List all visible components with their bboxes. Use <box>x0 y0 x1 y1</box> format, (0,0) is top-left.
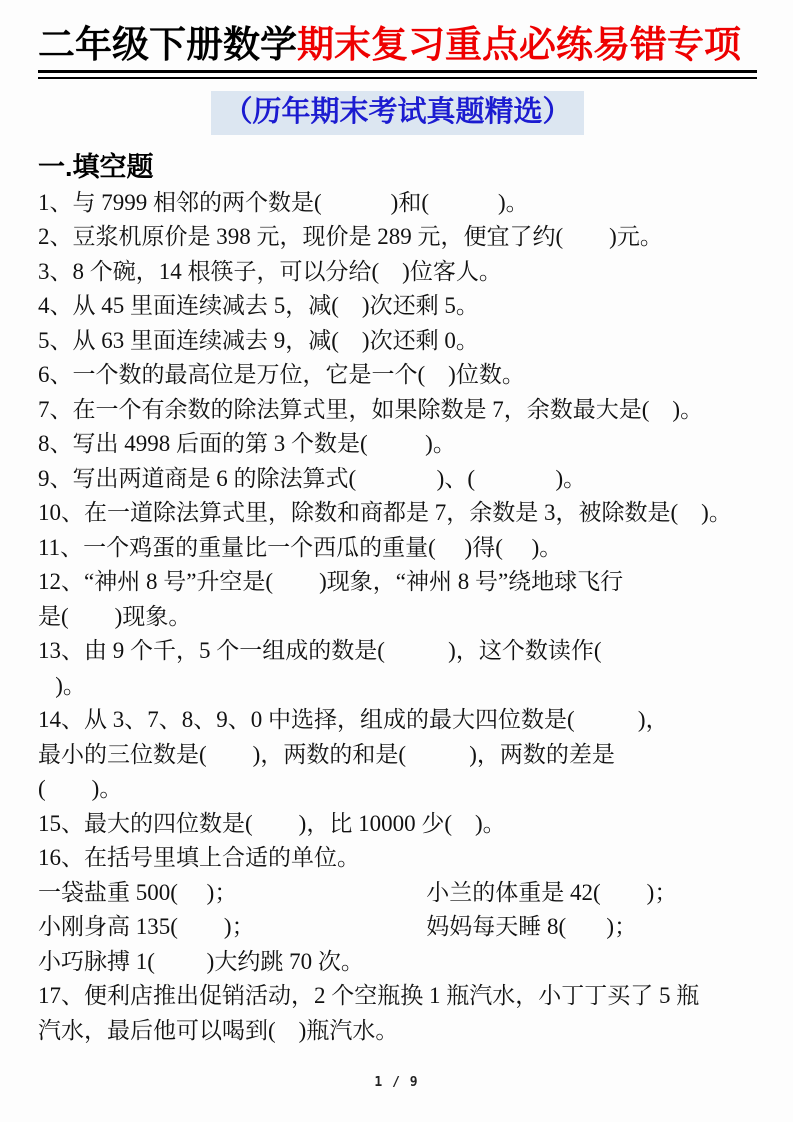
section-heading: 一.填空题 <box>38 151 154 182</box>
question-line: 12、“神州 8 号”升空是( )现象，“神州 8 号”绕地球飞行 <box>38 569 624 595</box>
question-line: 5、从 63 里面连续减去 9，减( )次还剩 0。 <box>38 327 479 353</box>
title-highlight-text: 期末复习重点必练易错专项 <box>297 24 741 65</box>
question-line: 15、最大的四位数是( )，比 10000 少( )。 <box>38 810 506 836</box>
question-line: 6、一个数的最高位是万位，它是一个( )位数。 <box>38 362 525 388</box>
question-line: 9、写出两道商是 6 的除法算式( )、( )。 <box>38 465 587 491</box>
question-line: 13、由 9 个千，5 个一组成的数是( )，这个数读作( <box>38 638 602 664</box>
question-line: 11、一个鸡蛋的重量比一个西瓜的重量( )得( )。 <box>38 534 563 560</box>
question-line: 最小的三位数是( )，两数的和是( )，两数的差是 <box>38 741 615 767</box>
subtitle-row <box>38 91 757 135</box>
question-line: 1、与 7999 相邻的两个数是( )和( )。 <box>38 189 529 215</box>
question-col: 小刚身高 135( )； <box>38 914 255 940</box>
question-col: 一袋盐重 500( )； <box>38 879 238 905</box>
question-col: 妈妈每天睡 8( )； <box>426 914 638 940</box>
question-line: 16、在括号里填上合适的单位。 <box>38 845 360 871</box>
question-line <box>38 910 757 945</box>
question-line: 3、8 个碗，14 根筷子，可以分给( )位客人。 <box>38 258 502 284</box>
question-line: 17、便利店推出促销活动，2 个空瓶换 1 瓶汽水，小丁丁买了 5 瓶 <box>38 983 700 1009</box>
question-line: 7、在一个有余数的除法算式里，如果除数是 7，余数最大是( )。 <box>38 396 704 422</box>
question-list <box>38 186 757 1049</box>
question-line: 汽水，最后他可以喝到( )瓶汽水。 <box>38 1017 399 1043</box>
question-line: ( )。 <box>38 776 123 802</box>
question-line: 10、在一道除法算式里，除数和商都是 7，余数是 3，被除数是( )。 <box>38 500 732 526</box>
title-main-text: 二年级下册数学 <box>38 24 297 65</box>
page-title <box>38 24 757 67</box>
question-line: 8、写出 4998 后面的第 3 个数是( )。 <box>38 431 456 457</box>
title-underline <box>38 70 757 79</box>
question-line <box>38 876 757 911</box>
question-line: 是( )现象。 <box>38 603 192 629</box>
page-number: 1 / 9 <box>374 1075 419 1090</box>
subtitle-badge: （历年期末考试真题精选） <box>211 91 583 135</box>
page-footer <box>0 1075 793 1090</box>
question-col: 小兰的体重是 42( )； <box>426 879 678 905</box>
question-line: )。 <box>38 672 86 698</box>
question-line: 小巧脉搏 1( )大约跳 70 次。 <box>38 948 364 974</box>
question-line: 2、豆浆机原价是 398 元，现价是 289 元，便宜了约( )元。 <box>38 224 663 250</box>
question-line: 4、从 45 里面连续减去 5，减( )次还剩 5。 <box>38 293 479 319</box>
question-line: 14、从 3、7、8、9、0 中选择，组成的最大四位数是( )， <box>38 707 669 733</box>
